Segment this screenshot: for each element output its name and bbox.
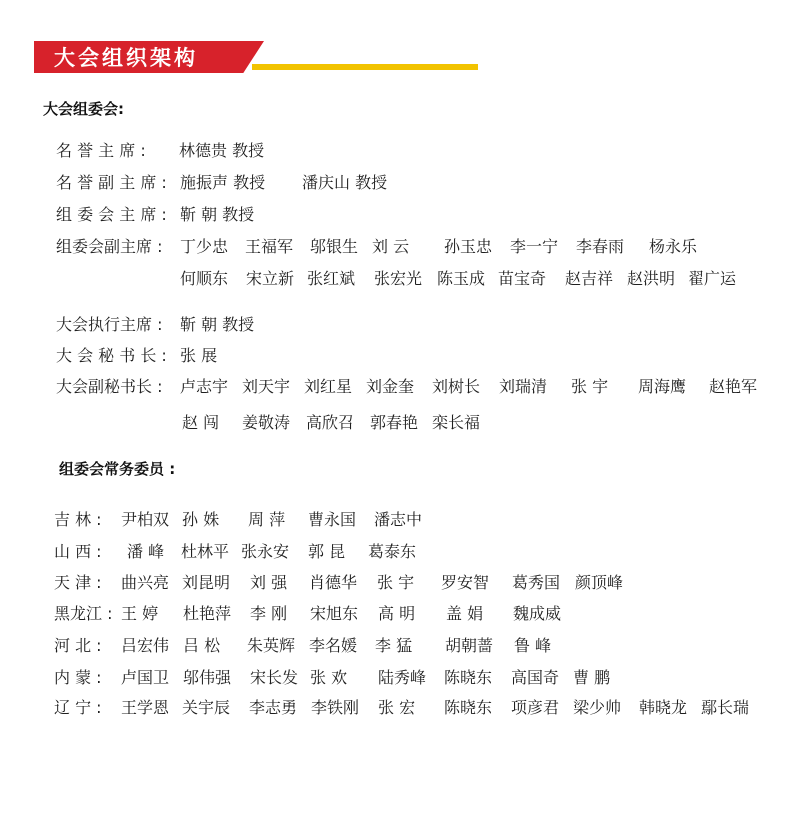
person-name: 肖德华 [309,573,358,592]
person-name: 张 宇 [377,573,415,592]
person-name: 郭 昆 [308,542,346,561]
person-name: 孙玉忠 [444,237,493,256]
person-name: 陆秀峰 [378,668,427,687]
page-title: 大会组织架构 [54,46,198,70]
person-name: 张 宇 [571,377,609,396]
role-label: 山 西 : [54,542,102,561]
role-label: 吉 林 : [54,510,102,529]
person-name: 张 展 [180,346,218,365]
person-name: 潘志中 [374,510,423,529]
person-name: 曹永国 [308,510,357,529]
person-name: 关宇辰 [182,698,231,717]
title-underline [252,64,478,70]
person-name: 曲兴亮 [121,573,170,592]
person-name: 刘瑞清 [499,377,548,396]
role-label: 大会副秘书长 : [56,377,163,396]
role-label: 天 津 : [54,573,102,592]
person-name: 杜林平 [181,542,230,561]
person-name: 刘 云 [372,237,410,256]
person-name: 栾长福 [432,413,481,432]
role-label: 黑龙江 : [54,604,113,623]
role-label: 组 委 会 主 席 : [56,205,167,224]
person-name: 卢国卫 [121,668,170,687]
person-name: 靳 朝 教授 [180,205,255,224]
person-name: 梁少帅 [573,698,622,717]
person-name: 张 宏 [378,698,416,717]
person-name: 苗宝奇 [498,269,547,288]
person-name: 盖 娟 [446,604,484,623]
person-name: 高国奇 [511,668,560,687]
person-name: 刘天宇 [242,377,291,396]
person-name: 赵洪明 [627,269,676,288]
person-name: 高欣召 [306,413,355,432]
person-name: 李名媛 [309,636,358,655]
person-name: 刘红星 [304,377,353,396]
person-name: 张永安 [241,542,290,561]
person-name: 邬伟强 [183,668,232,687]
role-label: 辽 宁 : [54,698,102,717]
person-name: 潘 峰 [127,542,165,561]
person-name: 高 明 [378,604,416,623]
person-name: 刘树长 [432,377,481,396]
person-name: 王学恩 [121,698,170,717]
person-name: 李铁刚 [311,698,360,717]
person-name: 杨永乐 [649,237,698,256]
person-name: 陈玉成 [437,269,486,288]
person-name: 胡朝蔷 [445,636,494,655]
person-name: 朱英辉 [247,636,296,655]
role-label: 组委会副主席 : [56,237,163,256]
person-name: 鲁 峰 [514,636,552,655]
role-label: 大会执行主席 : [56,315,163,334]
person-name: 张红斌 [307,269,356,288]
role-label: 内 蒙 : [54,668,102,687]
person-name: 周 萍 [248,510,286,529]
role-label: 名 誉 副 主 席 : [56,173,167,192]
person-name: 丁少忠 [180,237,229,256]
person-name: 张宏光 [374,269,423,288]
person-name: 翟广运 [688,269,737,288]
person-name: 郭春艳 [370,413,419,432]
person-name: 卢志宇 [180,377,229,396]
person-name: 赵 闯 [182,413,220,432]
person-name: 姜敬涛 [242,413,291,432]
person-name: 尹柏双 [121,510,170,529]
section-heading-standing-members: 组委会常务委员 : [59,460,176,478]
person-name: 杜艳萍 [183,604,232,623]
person-name: 宋长发 [250,668,299,687]
person-name: 李一宁 [510,237,559,256]
person-name: 施振声 教授 [180,173,266,192]
person-name: 林德贵 教授 [179,141,265,160]
person-name: 项彦君 [511,698,560,717]
person-name: 刘昆明 [182,573,231,592]
person-name: 孙 姝 [182,510,220,529]
person-name: 靳 朝 教授 [180,315,255,334]
person-name: 李 刚 [250,604,288,623]
person-name: 李 猛 [375,636,413,655]
person-name: 邬银生 [310,237,359,256]
person-name: 陈晓东 [444,668,493,687]
person-name: 赵艳军 [709,377,758,396]
person-name: 吕 松 [183,636,221,655]
person-name: 周海鹰 [638,377,687,396]
person-name: 葛秀国 [512,573,561,592]
person-name: 宋立新 [246,269,295,288]
person-name: 李志勇 [249,698,298,717]
person-name: 韩晓龙 [639,698,688,717]
person-name: 陈晓东 [444,698,493,717]
person-name: 何顺东 [180,269,229,288]
role-label: 河 北 : [54,636,102,655]
person-name: 李春雨 [576,237,625,256]
person-name: 宋旭东 [310,604,359,623]
person-name: 罗安智 [441,573,490,592]
person-name: 潘庆山 教授 [302,173,388,192]
person-name: 赵吉祥 [565,269,614,288]
person-name: 颜顶峰 [575,573,624,592]
person-name: 葛泰东 [368,542,417,561]
person-name: 曹 鹏 [573,668,611,687]
section-heading-committee: 大会组委会: [43,100,124,118]
person-name: 刘 强 [250,573,288,592]
person-name: 王 婷 [121,604,159,623]
person-name: 鄢长瑞 [701,698,750,717]
person-name: 王福军 [245,237,294,256]
person-name: 张 欢 [310,668,348,687]
role-label: 大 会 秘 书 长 : [56,346,167,365]
person-name: 吕宏伟 [121,636,170,655]
role-label: 名 誉 主 席 : [56,141,146,160]
person-name: 魏成威 [513,604,562,623]
person-name: 刘金奎 [366,377,415,396]
